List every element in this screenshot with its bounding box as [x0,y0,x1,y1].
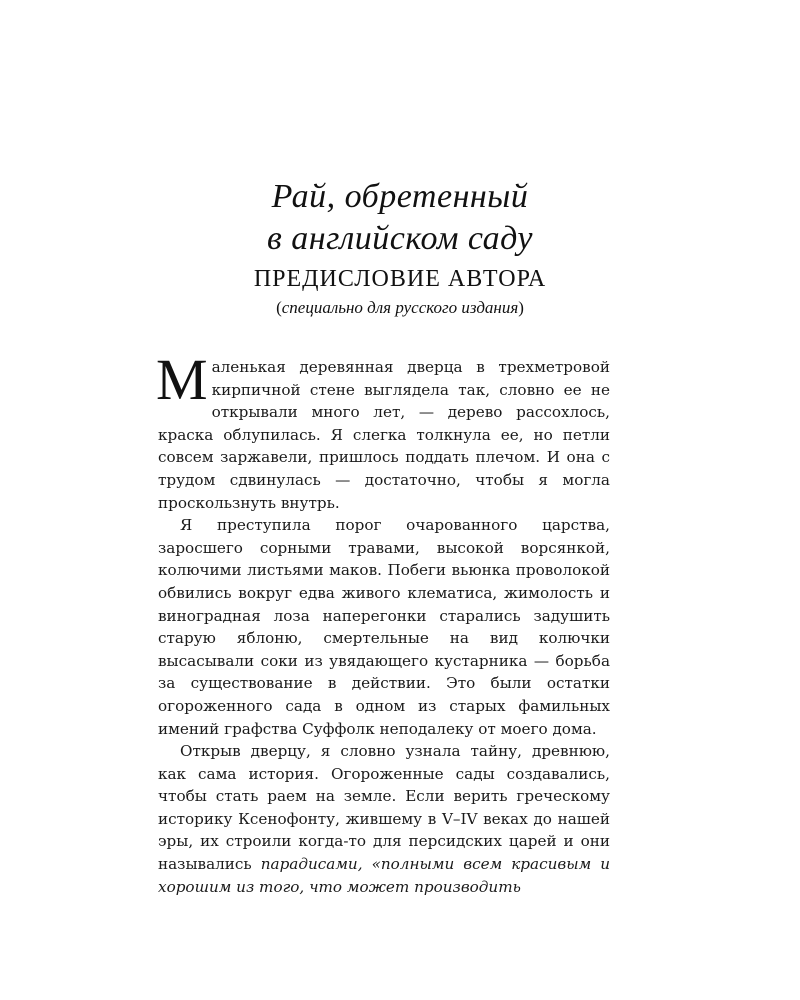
subheading-text: специально для русского издания [281,298,519,317]
chapter-title [0,176,800,260]
paragraph-2: Я преступила порог очарованного царства, заросшего сорными травами, высокой ворсянкой, колючими листьями маков. Побеги вьюнка проволокой обвились вокруг едва живого клематиса, жимолость и виноградная лоза наперегонки старались задушить старую яблоню, смертельные на вид колючки высасывали соки из увядающего кустарника — борьба за существование в действии. Это были остатки огороженного сада в одном из старых фамильных имений графства Суффолк неподалеку от моего дома. [158,516,610,738]
drop-cap: М [156,347,208,412]
paragraph-1 [156,347,610,514]
body-text [156,347,610,898]
paragraph-3-text: Открыв дверцу, я словно узнала тайну, древнюю, как сама история. Огороженные сады создавались, чтобы стать раем на земле. Если верить греческому историку Ксенофонту, жившему в V–IV веках до нашей эры, их строили когда-то для персидских царей и они назывались [158,742,610,874]
chapter-title-line-1: Рай, обретенный [271,178,529,215]
paragraph-3 [158,740,610,898]
chapter-title-line-2: в английском саду [267,220,533,257]
subheading-close-paren: ) [518,298,524,317]
paragraph-1-text: аленькая деревянная дверца в трехметровой кирпичной стене выглядела так, словно ее не открывали много лет, — дерево рассохлось, краска облупилась. Я слегка толкнула ее, но петли совсем заржавели, пришлось поддать плечом. И она с трудом сдвинулась — достаточно, чтобы я могла проскользнуть внутрь. [158,358,610,512]
section-heading: ПРЕДИСЛОВИЕ АВТОРА [253,266,547,292]
paragraph-3-italic-1: парадисами, [260,855,363,874]
section-subheading [0,298,800,318]
paragraph-3-space [363,855,372,873]
paragraph-3-italic-2: «полными всем красивым и хорошим из того, что может производить [158,855,610,896]
subheading-open-paren: ( [276,298,282,317]
